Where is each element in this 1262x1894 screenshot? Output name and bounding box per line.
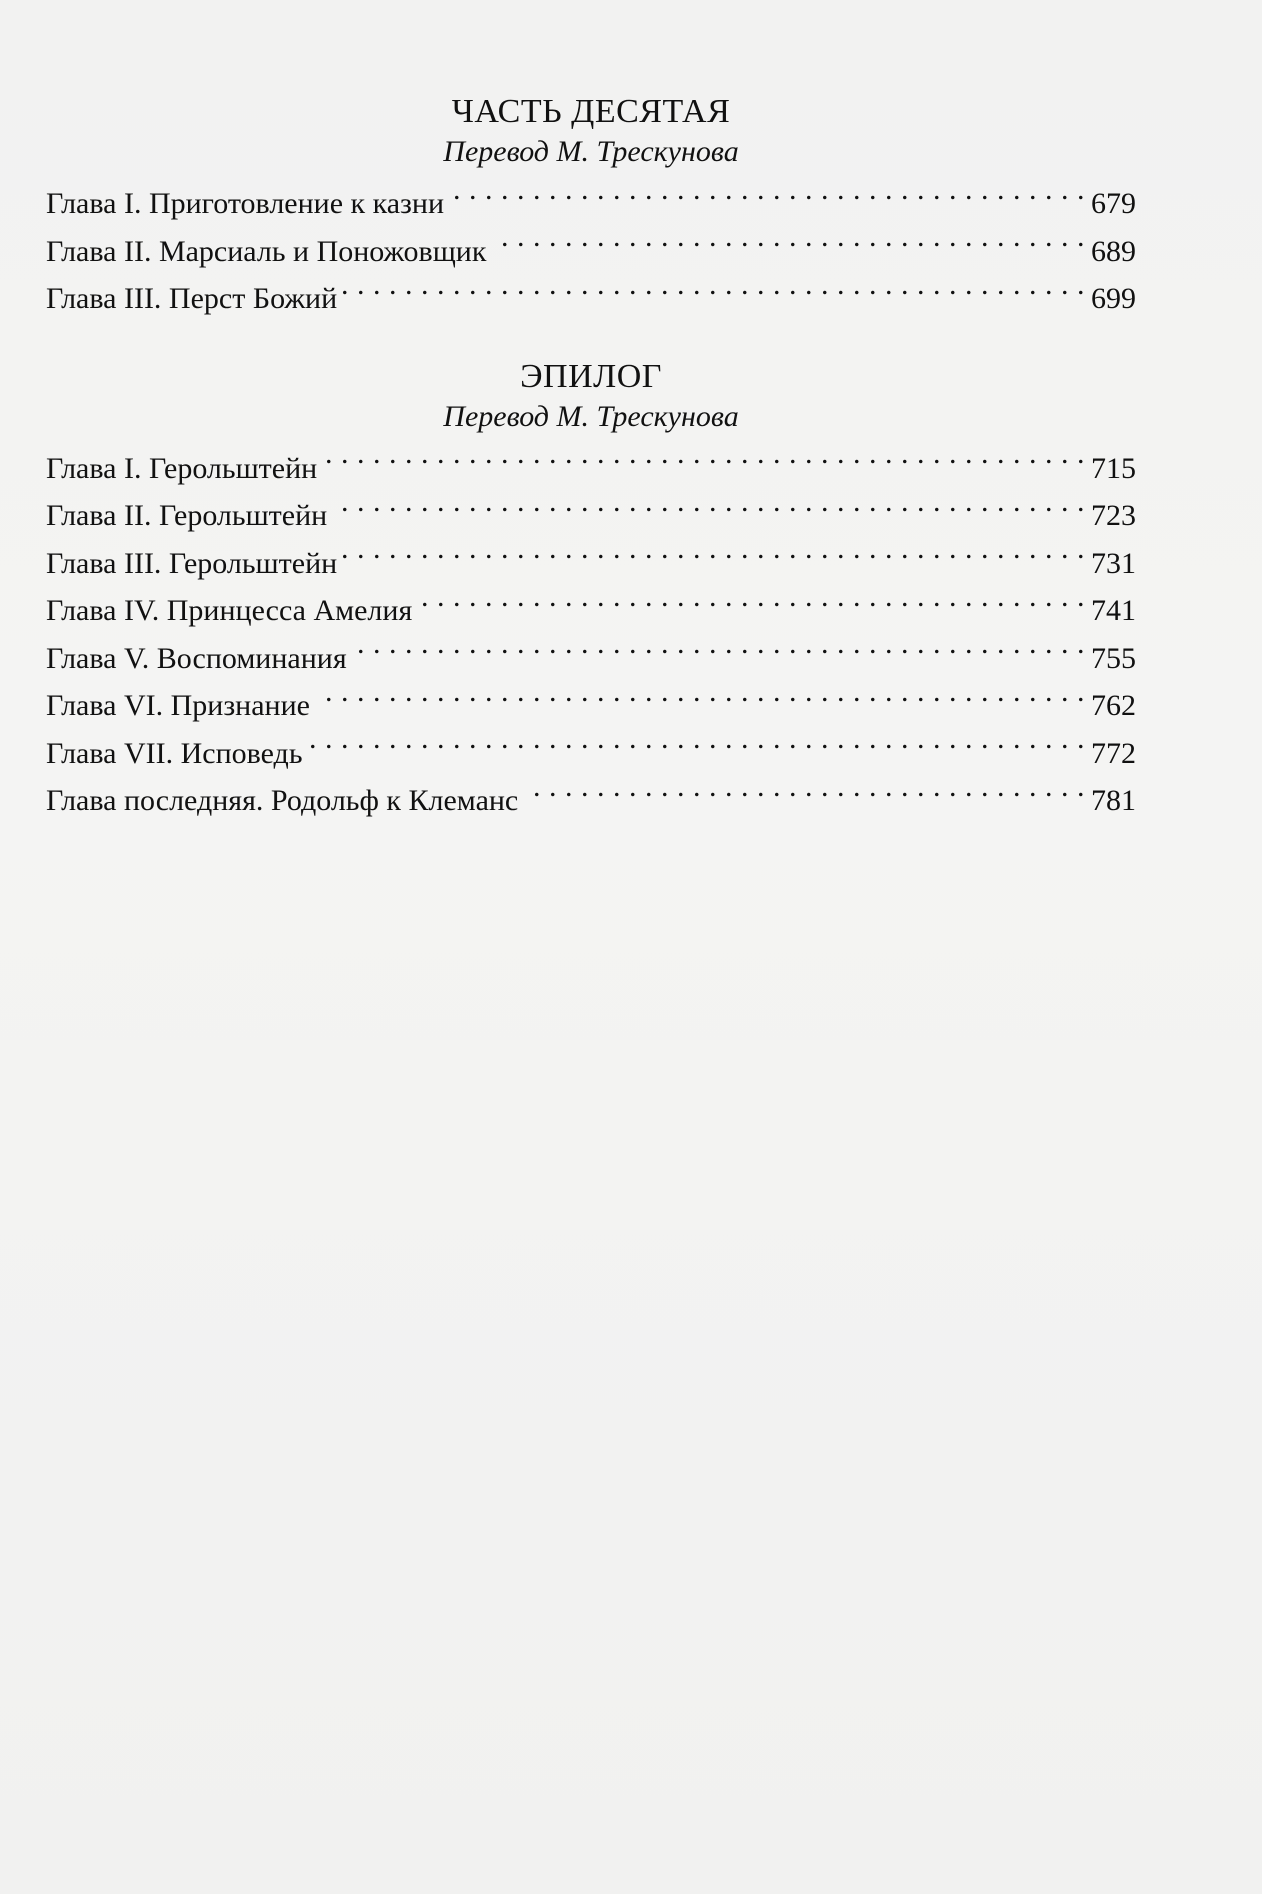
- epilogue-translator: Перевод М. Трескунова: [443, 399, 739, 433]
- toc-entry[interactable]: [46, 180, 1136, 228]
- toc-entry-page: 715: [1091, 451, 1136, 485]
- toc-entry[interactable]: [46, 777, 1136, 825]
- dot-leader: [343, 278, 1085, 308]
- part-ten-translator: Перевод М. Трескунова: [443, 135, 739, 168]
- dot-leader: [353, 638, 1085, 668]
- dot-leader: [418, 590, 1085, 620]
- toc-entry-label: Глава II. Герольштейн: [46, 499, 328, 532]
- epilogue-entries: [46, 445, 1136, 825]
- part-ten-entries: [46, 180, 1136, 323]
- toc-entry-label: Глава III. Перст Божий: [46, 282, 338, 315]
- toc-entry[interactable]: [46, 587, 1136, 635]
- toc-entry[interactable]: [46, 228, 1136, 276]
- toc-entry[interactable]: [46, 635, 1136, 683]
- toc-entry-page: 762: [1091, 689, 1136, 722]
- toc-entry-page: 755: [1091, 641, 1136, 675]
- toc-entry[interactable]: [46, 275, 1136, 323]
- dot-leader: [524, 780, 1085, 810]
- dot-leader: [343, 543, 1085, 573]
- toc-entry-page: 731: [1091, 546, 1136, 580]
- dot-leader: [316, 685, 1085, 715]
- section-spacer: [46, 323, 1136, 357]
- toc-entry-page: 699: [1091, 282, 1136, 315]
- toc-entry[interactable]: [46, 682, 1136, 730]
- toc-entry-label: Глава VI. Признание: [46, 689, 310, 722]
- toc-entry-page: 781: [1091, 784, 1136, 817]
- dot-leader: [309, 733, 1086, 763]
- toc-entry-label: Глава последняя. Родольф к Клеманс: [46, 784, 519, 817]
- dot-leader: [492, 231, 1085, 261]
- epilogue-title: ЭПИЛОГ: [520, 357, 662, 395]
- toc-entry[interactable]: [46, 492, 1136, 540]
- toc-entry-label: Глава III. Герольштейн: [46, 546, 338, 580]
- toc-entry-label: Глава I. Герольштейн: [46, 451, 318, 485]
- dot-leader: [323, 448, 1085, 478]
- toc-entry-label: Глава I. Приготовление к казни: [46, 187, 444, 220]
- dot-leader: [333, 495, 1085, 525]
- toc-entry[interactable]: [46, 540, 1136, 588]
- toc-entry-page: 689: [1091, 234, 1136, 268]
- bleed-through-text: [150, 1400, 1050, 1700]
- toc-entry-label: Глава VII. Исповедь: [46, 736, 303, 770]
- toc-entry-page: 679: [1091, 187, 1136, 220]
- toc-entry-page: 723: [1091, 499, 1136, 532]
- toc-entry-page: 772: [1091, 736, 1136, 770]
- toc-entry-label: Глава II. Марсиаль и Поножовщик: [46, 234, 487, 268]
- toc-entry[interactable]: [46, 445, 1136, 493]
- toc-entry-label: Глава V. Воспоминания: [46, 641, 347, 675]
- toc-entry[interactable]: [46, 730, 1136, 778]
- part-ten-title: ЧАСТЬ ДЕСЯТАЯ: [451, 93, 731, 130]
- toc-entry-label: Глава IV. Принцесса Амелия: [46, 594, 413, 627]
- dot-leader: [450, 183, 1085, 213]
- toc-entry-page: 741: [1091, 594, 1136, 627]
- table-of-contents: [46, 92, 1136, 825]
